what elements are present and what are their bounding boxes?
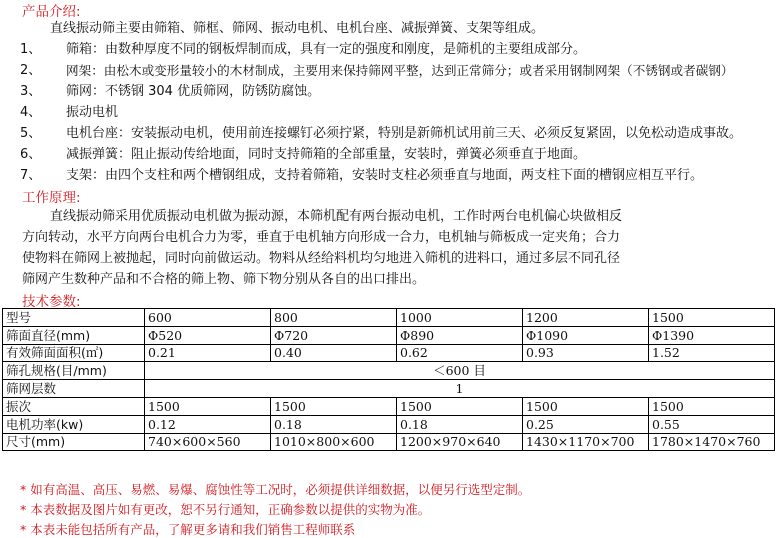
table-row [3, 397, 775, 415]
row-label: 筛网层数 [3, 380, 145, 398]
table-row [3, 380, 775, 398]
principle-heading: 工作原理: [22, 190, 81, 206]
specs-heading: 技术参数: [22, 294, 81, 310]
table-cell: 1200 [523, 309, 649, 327]
table-row [3, 415, 775, 433]
list-item: 减振弹簧：阻止振动传给地面，同时支持筛箱的全部重量，安装时，弹簧必须垂直于地面。 [66, 147, 587, 162]
table-cell: 1200×970×640 [397, 433, 523, 451]
table-cell-merged: 1 [145, 380, 775, 398]
table-cell: 0.21 [145, 344, 271, 362]
principle-line: 方向转动，水平方向两台电机合力为零，垂直于电机轴方向形成一合力，电机轴与筛板成一定夹角；合力 [22, 230, 621, 245]
table-cell: Φ720 [271, 326, 397, 344]
row-label: 筛孔规格(目/mm) [3, 362, 145, 380]
table-row [3, 362, 775, 380]
table-cell: 0.25 [523, 415, 649, 433]
table-cell: 0.93 [523, 344, 649, 362]
table-cell: 1500 [649, 309, 775, 327]
table-row [3, 326, 775, 344]
table-cell: Φ1090 [523, 326, 649, 344]
list-item: 网架：由松木或变形量较小的木材制成，主要用来保持筛网平整，达到正常筛分；或者采用钢制网架（不锈钢或者碳钢） [66, 63, 734, 78]
intro-heading: 产品介绍: [22, 4, 81, 20]
spec-table [2, 308, 775, 451]
table-cell: 0.18 [397, 415, 523, 433]
list-item: 筛网：不锈钢 304 优质筛网，防锈防腐蚀。 [66, 84, 321, 99]
list-item: 支架：由四个支柱和两个槽钢组成，支持着筛箱，安装时支柱必须垂直与地面，两支柱下面的槽钢应相互平行。 [66, 168, 704, 183]
row-label: 电机功率(kw) [3, 415, 145, 433]
row-label: 尺寸(mm) [3, 433, 145, 451]
list-item: 筛箱：由数种厚度不同的钢板焊制而成，具有一定的强度和刚度，是筛机的主要组成部分。 [66, 42, 587, 57]
table-cell: 1780×1470×760 [649, 433, 775, 451]
table-cell: Φ520 [145, 326, 271, 344]
row-label: 筛面直径(mm) [3, 326, 145, 344]
list-item-number: 4、 [20, 105, 42, 120]
footnote: * 如有高温、高压、易燃、易爆、腐蚀性等工况时，必须提供详细数据，以便另行选型定制。 [20, 482, 531, 497]
footnote: * 本表数据及图片如有更改，恕不另行通知，正确参数以提供的实物为准。 [20, 502, 431, 517]
list-item: 振动电机 [66, 105, 119, 120]
table-cell: 0.40 [271, 344, 397, 362]
table-cell: 0.55 [649, 415, 775, 433]
list-item-number: 5、 [20, 126, 42, 141]
list-item-number: 2、 [20, 63, 42, 78]
table-cell: 1500 [145, 397, 271, 415]
table-cell: 1500 [649, 397, 775, 415]
table-cell: Φ890 [397, 326, 523, 344]
row-label: 型号 [3, 309, 145, 327]
table-cell: 1.52 [649, 344, 775, 362]
intro-summary: 直线振动筛主要由筛箱、筛框、筛网、振动电机、电机台座、减振弹簧、支架等组成。 [50, 21, 545, 36]
footnote: * 本表未能包括所有产品，了解更多请和我们销售工程师联系 [20, 522, 356, 537]
table-cell: 1500 [271, 397, 397, 415]
principle-line: 使物料在筛网上被抛起，同时向前做运动。物料从经给料机均匀地进入筛机的进料口，通过多层不同孔径 [22, 251, 621, 266]
row-label: 有效筛面面积(㎡) [3, 344, 145, 362]
table-cell: 1500 [397, 397, 523, 415]
table-cell: 600 [145, 309, 271, 327]
list-item-number: 7、 [20, 168, 42, 183]
table-cell: 0.12 [145, 415, 271, 433]
list-item-number: 3、 [20, 84, 42, 99]
table-cell: 740×600×560 [145, 433, 271, 451]
list-item: 电机台座：安装振动电机，使用前连接螺钉必须拧紧，特别是新筛机试用前三天、必须反复紧固，以免松动造成事故。 [66, 126, 743, 141]
table-cell: 0.62 [397, 344, 523, 362]
table-row [3, 433, 775, 451]
table-cell: 1000 [397, 309, 523, 327]
table-cell: 0.18 [271, 415, 397, 433]
table-row [3, 309, 775, 327]
principle-line: 直线振动筛采用优质振动电机做为振动源，本筛机配有两台振动电机，工作时两台电机偏心块做相反 [50, 209, 623, 224]
list-item-number: 6、 [20, 147, 42, 162]
table-cell: 1010×800×600 [271, 433, 397, 451]
list-item-number: 1、 [20, 42, 42, 57]
table-cell: 1500 [523, 397, 649, 415]
table-row [3, 344, 775, 362]
table-cell-merged: ＜600 目 [145, 362, 775, 380]
table-cell: Φ1390 [649, 326, 775, 344]
principle-line: 筛网产生数种产品和不合格的筛上物、筛下物分别从各自的出口排出。 [22, 272, 426, 287]
table-cell: 800 [271, 309, 397, 327]
table-cell: 1430×1170×700 [523, 433, 649, 451]
row-label: 振次 [3, 397, 145, 415]
